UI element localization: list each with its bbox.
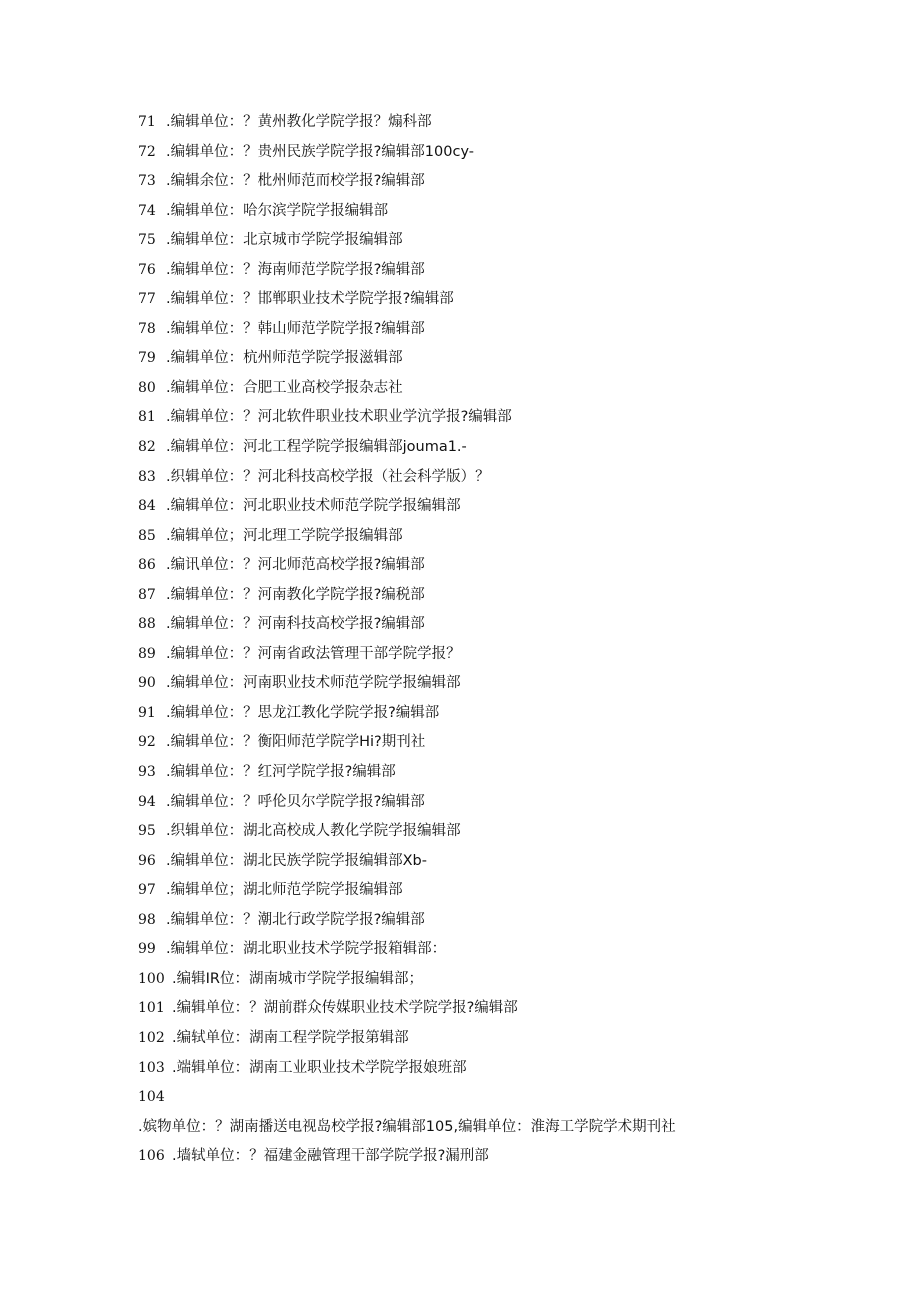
entry-text: .编辑单位：？潮北行政学院学报?编辑部 (166, 911, 425, 928)
entry-number: 89 (138, 645, 156, 662)
entry-number: 90 (138, 675, 156, 692)
entry-number: 87 (138, 586, 156, 603)
entry-text: .编辑单位；湖北师范学院学报编辑部 (166, 882, 403, 899)
entry-text: .编辑单位：？邯郸职业技术学院学报?编辑部 (166, 291, 454, 308)
entry-text: .编辑单位：？黄州教化学院学报？煽科部 (166, 114, 432, 130)
entry-text: .编辑单位：？海南师范学院学报?编辑部 (166, 261, 425, 278)
list-item (138, 994, 698, 1024)
entry-number: 106 (138, 1148, 165, 1165)
entry-text: .编辑单位；河北理工学院学报编辑部 (166, 527, 403, 544)
list-item (138, 1054, 698, 1084)
entry-number: 81 (138, 409, 156, 426)
entry-text: .编辑单位：？呼伦贝尔学院学报?编辑部 (166, 793, 425, 810)
list-item (138, 403, 698, 433)
entry-text: .织辑单位：湖北高校成人教化学院学报编辑部 (166, 823, 461, 840)
entry-text: .编辑单位：？河南教化学院学报?编税部 (166, 586, 425, 603)
list-item (138, 285, 698, 315)
entry-text: .编辑单位：？河南科技高校学报?编辑部 (166, 616, 425, 633)
list-item (138, 1083, 698, 1142)
entry-text: .端辑单位：湖南工业职业技术学院学报娘班部 (172, 1059, 467, 1076)
entry-text: .编辑单位：？河北软件职业技术职业学沆学报?编辑部 (166, 409, 512, 426)
entry-number: 82 (138, 439, 156, 456)
list-item (138, 256, 698, 286)
entry-text: .编辑单位：？韩山师范学院学报?编辑部 (166, 320, 425, 337)
list-item (138, 788, 698, 818)
entry-number: 71 (138, 114, 156, 130)
entry-number: 101 (138, 1000, 165, 1017)
entry-text: .编辑单位：湖北民族学院学报编辑部Xb- (166, 852, 427, 869)
entry-text: .编辑单位：河北工程学院学报编辑部jouma1.- (166, 439, 467, 456)
entry-text: .编辑单位：？湖前群众传媒职业技术学院学报?编辑部 (172, 1000, 518, 1017)
list-item (138, 433, 698, 463)
list-item (138, 876, 698, 906)
entry-number: 100 (138, 970, 165, 987)
entry-text: .编辑单位：哈尔滨学院学报编辑部 (166, 202, 389, 219)
entry-number: 80 (138, 379, 156, 396)
list-item (138, 817, 698, 847)
entry-number: 77 (138, 291, 156, 308)
entry-number: 97 (138, 882, 156, 899)
list-item (138, 167, 698, 197)
entry-number: 95 (138, 823, 156, 840)
list-item (138, 138, 698, 168)
list-item (138, 522, 698, 552)
list-item (138, 581, 698, 611)
entry-number: 91 (138, 704, 156, 721)
entry-number: 74 (138, 202, 156, 219)
entry-text: .墙轼单位：？福建金融管理干部学院学报?漏刑部 (172, 1148, 489, 1165)
list-item (138, 847, 698, 877)
entry-text: .编辑单位：北京城市学院学报编辑部 (166, 232, 403, 249)
entry-number: 103 (138, 1059, 165, 1076)
entry-number: 86 (138, 557, 156, 574)
entry-text: .编辑单位：？衡阳师范学院学Hi?期刊社 (166, 734, 426, 751)
entry-text: .织辑单位：？河北科技高校学报（社会科学版）？ (166, 468, 490, 485)
entry-text: .编辑单位：合肥工业高校学报杂志社 (166, 379, 403, 396)
entry-text: .编辑单位：河北职业技术师范学院学报编辑部 (166, 498, 461, 515)
entry-number: 84 (138, 498, 156, 515)
entry-number: 102 (138, 1029, 165, 1046)
list-item (138, 640, 698, 670)
entry-text: .嫔物单位：？湖南播送电视岛校学报?编辑部105,编辑单位：淮海工学院学术期刊社 (138, 1118, 676, 1135)
entry-text: .编辑单位：？河南省政法管理干部学院学报？ (166, 645, 461, 662)
entry-list (138, 108, 698, 1172)
entry-number: 76 (138, 261, 156, 278)
entry-text: .编讯单位：？河北师范高校学报?编辑部 (166, 557, 425, 574)
list-item (138, 965, 698, 995)
entry-number: 93 (138, 764, 156, 781)
entry-number: 92 (138, 734, 156, 751)
entry-text: .编辑单位：？红河学院学报?编辑部 (166, 764, 396, 781)
entry-text: .编辑IR位：湖南城市学院学报编辑部； (172, 970, 423, 987)
entry-number: 104 (138, 1089, 165, 1106)
list-item (138, 669, 698, 699)
entry-text: .编辑单位：？思龙江教化学院学报?编辑部 (166, 704, 440, 721)
entry-number: 73 (138, 173, 156, 190)
entry-text: .编辑余位：？枇州师范而校学报?编辑部 (166, 173, 425, 190)
list-item (138, 226, 698, 256)
list-item (138, 315, 698, 345)
list-item (138, 374, 698, 404)
entry-number: 75 (138, 232, 156, 249)
list-item (138, 699, 698, 729)
entry-number: 78 (138, 320, 156, 337)
entry-number: 98 (138, 911, 156, 928)
entry-number: 83 (138, 468, 156, 485)
entry-number: 72 (138, 143, 156, 160)
entry-text: .编辑单位：河南职业技术师范学院学报编辑部 (166, 675, 461, 692)
list-item (138, 728, 698, 758)
list-item (138, 108, 698, 138)
entry-number: 88 (138, 616, 156, 633)
list-item (138, 197, 698, 227)
entry-number: 79 (138, 350, 156, 367)
list-item (138, 1142, 698, 1172)
entry-text: .编辑单位：杭州师范学院学报滋辑部 (166, 350, 403, 367)
list-item (138, 1024, 698, 1054)
entry-number: 99 (138, 941, 156, 958)
list-item (138, 758, 698, 788)
list-item (138, 344, 698, 374)
list-item (138, 492, 698, 522)
entry-text: .编辑单位：？贵州民族学院学报?编辑部100cy- (166, 143, 475, 160)
list-item (138, 610, 698, 640)
entry-number: 94 (138, 793, 156, 810)
entry-number: 96 (138, 852, 156, 869)
list-item (138, 551, 698, 581)
entry-text: .编辑单位：湖北职业技术学院学报箱辑部： (166, 941, 447, 958)
list-item (138, 906, 698, 936)
entry-text: .编轼单位：湖南工程学院学报第辑部 (172, 1029, 409, 1046)
list-item (138, 935, 698, 965)
entry-number: 85 (138, 527, 156, 544)
list-item (138, 463, 698, 493)
